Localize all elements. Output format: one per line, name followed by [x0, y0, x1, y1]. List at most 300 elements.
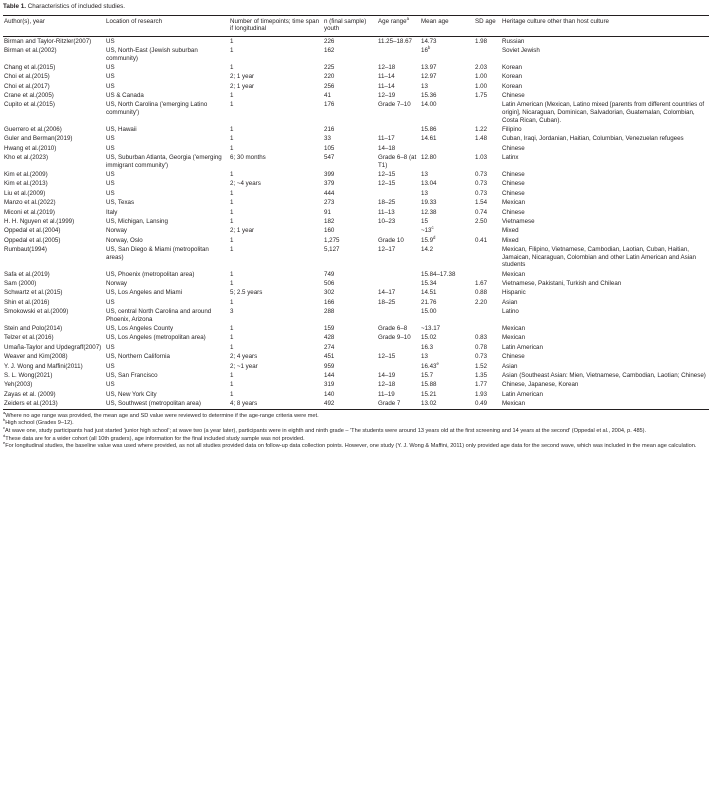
cell-n-text: 220 — [324, 73, 335, 81]
cell-location-text: US — [106, 63, 115, 71]
cell-mean-age-text: 13 — [421, 189, 428, 197]
cell-author-text: Kim et al.(2009) — [4, 171, 48, 179]
cell-location-text: US, Southwest (metropolitan area) — [106, 400, 201, 408]
cell-n-text: 274 — [324, 343, 335, 351]
table-row — [3, 226, 709, 235]
cell-location-text: US, Phoenix (metropolitan area) — [106, 270, 195, 278]
cell-age-range-text: 12–18 — [378, 63, 396, 71]
cell-mean-age — [420, 82, 474, 91]
cell-sd-age-text: 1.52 — [475, 362, 488, 370]
cell-sd-age — [474, 390, 501, 399]
cell-age-range-text: 11–13 — [378, 208, 395, 216]
cell-timepoints-text: 1 — [230, 125, 234, 133]
cell-author — [3, 82, 105, 91]
cell-sd-age — [474, 236, 501, 245]
cell-age-range-text: 12–19 — [378, 92, 396, 100]
footnote-mark: a — [3, 409, 6, 415]
cell-location — [105, 82, 229, 91]
cell-heritage-culture-text: Mexican, Filipino, Vietnamese, Cambodian, Laotian, Cuban, Haitian, Jamaican, Nicaraguan, Colombian and other Latin American and Asian students — [502, 246, 696, 269]
cell-timepoints-text: 1 — [230, 381, 234, 389]
cell-timepoints-text: 1 — [230, 46, 234, 54]
cell-age-range — [377, 334, 420, 343]
cell-timepoints — [229, 334, 323, 343]
cell-timepoints — [229, 63, 323, 72]
cell-timepoints-text: 2; ~4 years — [230, 180, 261, 188]
cell-heritage-culture-text: Chinese — [502, 180, 525, 188]
cell-age-range-text: 14–18 — [378, 144, 396, 152]
cell-sd-age — [474, 180, 501, 189]
cell-heritage-culture — [501, 72, 709, 81]
header-age-range — [377, 16, 420, 37]
cell-mean-age — [420, 63, 474, 72]
cell-age-range — [377, 82, 420, 91]
cell-n-text: 288 — [324, 308, 335, 316]
cell-sd-age — [474, 91, 501, 100]
cell-mean-age — [420, 198, 474, 207]
cell-heritage-culture — [501, 170, 709, 179]
cell-sd-age-text: 0.73 — [475, 180, 488, 188]
header-label: Author(s), year — [4, 17, 45, 25]
cell-age-range — [377, 134, 420, 143]
table-row — [3, 36, 709, 46]
cell-sd-age — [474, 170, 501, 179]
cell-mean-age-text: 14.2 — [421, 246, 434, 254]
cell-timepoints — [229, 298, 323, 307]
cell-sd-age-text: 0.73 — [475, 353, 488, 361]
table-row — [3, 180, 709, 189]
cell-mean-age-text: 15.21 — [421, 390, 437, 398]
cell-author — [3, 170, 105, 179]
cell-age-range — [377, 217, 420, 226]
cell-heritage-culture-text: Asian — [502, 298, 518, 306]
cell-heritage-culture-text: Korean — [502, 73, 522, 81]
cell-mean-age — [420, 72, 474, 81]
cell-n — [323, 245, 377, 270]
cell-author-text: H. H. Nguyen et al.(1999) — [4, 217, 75, 225]
cell-mean-age-text: 14.61 — [421, 135, 437, 143]
cell-author — [3, 245, 105, 270]
table-row — [3, 208, 709, 217]
cell-sd-age-text: 1.98 — [475, 37, 488, 45]
cell-n-text: 444 — [324, 189, 335, 197]
cell-author — [3, 189, 105, 198]
cell-location — [105, 226, 229, 235]
cell-age-range — [377, 153, 420, 170]
cell-mean-age — [420, 134, 474, 143]
cell-author — [3, 298, 105, 307]
cell-heritage-culture-text: Asian — [502, 362, 518, 370]
table-row — [3, 101, 709, 126]
cell-author-text: Weaver and Kim(2008) — [4, 353, 68, 361]
cell-mean-age-text: 15.9 — [421, 236, 434, 244]
cell-heritage-culture-text: Mexican — [502, 199, 526, 207]
cell-heritage-culture — [501, 101, 709, 126]
cell-location — [105, 245, 229, 270]
cell-author — [3, 208, 105, 217]
cell-timepoints-text: 2; 1 year — [230, 82, 255, 90]
table-label: Table 1. — [3, 3, 26, 10]
cell-location — [105, 125, 229, 134]
cell-timepoints-text: 1 — [230, 390, 234, 398]
cell-mean-age — [420, 270, 474, 279]
table-row — [3, 134, 709, 143]
cell-author-text: Cupito et al.(2015) — [4, 101, 55, 109]
cell-author-text: S. L. Wong(2021) — [4, 371, 53, 379]
cell-timepoints-text: 1 — [230, 144, 234, 152]
cell-age-range — [377, 324, 420, 333]
cell-timepoints — [229, 217, 323, 226]
cell-heritage-culture — [501, 307, 709, 324]
cell-timepoints-text: 1 — [230, 37, 234, 45]
cell-heritage-culture-text: Latino — [502, 308, 519, 316]
cell-sd-age-text: 0.41 — [475, 236, 488, 244]
cell-heritage-culture-text: Latinx — [502, 154, 519, 162]
cell-n-text: 451 — [324, 353, 335, 361]
cell-timepoints-text: 2; 1 year — [230, 227, 255, 235]
cell-sd-age — [474, 153, 501, 170]
cell-sd-age-text: 0.73 — [475, 189, 488, 197]
cell-n — [323, 36, 377, 46]
table-row — [3, 334, 709, 343]
cell-mean-age — [420, 226, 474, 235]
header-label: SD age — [475, 17, 496, 25]
cell-timepoints-text: 1 — [230, 63, 234, 71]
cell-timepoints — [229, 270, 323, 279]
cell-timepoints — [229, 279, 323, 288]
table-row — [3, 371, 709, 380]
cell-age-range — [377, 189, 420, 198]
cell-heritage-culture — [501, 236, 709, 245]
cell-timepoints — [229, 399, 323, 409]
cell-author-text: Manzo et al.(2022) — [4, 199, 56, 207]
cell-location — [105, 270, 229, 279]
cell-timepoints — [229, 245, 323, 270]
cell-sd-age — [474, 270, 501, 279]
cell-mean-age — [420, 46, 474, 63]
cell-heritage-culture — [501, 279, 709, 288]
table-row — [3, 343, 709, 352]
table-row — [3, 82, 709, 91]
cell-mean-age-text: 13 — [421, 353, 428, 361]
cell-location-text: US, central North Carolina and around Phoenix, Arizona — [106, 308, 212, 323]
cell-n — [323, 198, 377, 207]
cell-author — [3, 226, 105, 235]
cell-age-range-text: 11–14 — [378, 82, 395, 90]
cell-mean-age-text: 12.97 — [421, 73, 437, 81]
footnote-e — [3, 440, 709, 450]
table-row — [3, 390, 709, 399]
table-row — [3, 380, 709, 389]
cell-mean-age-text: 15.88 — [421, 381, 437, 389]
footnote-text: These data are for a wider cohort (all 10th graders), age information for the final included study sample was not provided. — [5, 435, 305, 442]
cell-timepoints — [229, 236, 323, 245]
cell-heritage-culture-text: Latin American — [502, 390, 543, 398]
cell-n — [323, 72, 377, 81]
cell-author-text: Miconi et al.(2019) — [4, 208, 55, 216]
cell-age-range — [377, 101, 420, 126]
cell-heritage-culture-text: Chinese — [502, 171, 525, 179]
cell-sd-age-text: 1.00 — [475, 82, 488, 90]
cell-heritage-culture-text: Mixed — [502, 227, 519, 235]
cell-mean-age-text: 16.3 — [421, 343, 434, 351]
cell-location-text: US, Los Angeles (metropolitan area) — [106, 334, 206, 342]
cell-mean-age — [420, 245, 474, 270]
cell-heritage-culture-text: Mexican — [502, 334, 526, 342]
cell-age-range-text: Grade 7–10 — [378, 101, 411, 109]
cell-mean-age-text: 19.33 — [421, 199, 437, 207]
cell-sd-age — [474, 63, 501, 72]
cell-heritage-culture-text: Korean — [502, 82, 522, 90]
cell-timepoints-text: 3 — [230, 308, 234, 316]
cell-sd-age-text: 1.35 — [475, 371, 488, 379]
cell-n — [323, 153, 377, 170]
cell-mean-age-text: 21.76 — [421, 298, 437, 306]
cell-location-text: US — [106, 189, 115, 197]
cell-heritage-culture — [501, 208, 709, 217]
cell-location — [105, 189, 229, 198]
cell-timepoints — [229, 362, 323, 371]
cell-heritage-culture — [501, 334, 709, 343]
cell-heritage-culture-text: Mexican — [502, 270, 526, 278]
cell-mean-age-text: 13.97 — [421, 63, 437, 71]
cell-n-text: 492 — [324, 400, 335, 408]
cell-age-range — [377, 390, 420, 399]
footnote-mark: d — [433, 234, 436, 240]
cell-n-text: 273 — [324, 199, 335, 207]
cell-mean-age — [420, 180, 474, 189]
header-n — [323, 16, 377, 37]
table-header-row — [3, 16, 709, 37]
cell-heritage-culture — [501, 125, 709, 134]
cell-sd-age — [474, 380, 501, 389]
cell-timepoints — [229, 324, 323, 333]
cell-heritage-culture — [501, 289, 709, 298]
cell-location-text: US — [106, 343, 115, 351]
cell-age-range-text: Grade 10 — [378, 236, 404, 244]
cell-heritage-culture — [501, 343, 709, 352]
cell-location — [105, 91, 229, 100]
cell-author-text: Schwartz et al.(2015) — [4, 289, 63, 297]
cell-sd-age-text: 1.67 — [475, 280, 488, 288]
cell-n-text: 182 — [324, 217, 335, 225]
cell-heritage-culture — [501, 270, 709, 279]
cell-location — [105, 36, 229, 46]
cell-age-range-text: 14–19 — [378, 371, 396, 379]
cell-age-range — [377, 236, 420, 245]
cell-location-text: US, Los Angeles and Miami — [106, 289, 183, 297]
cell-author — [3, 343, 105, 352]
table-row — [3, 91, 709, 100]
cell-timepoints-text: 1 — [230, 270, 234, 278]
footnote-text: High school (Grades 9–12). — [5, 420, 74, 427]
cell-timepoints — [229, 189, 323, 198]
cell-location-text: US, Suburban Atlanta, Georgia ('emerging immigrant community') — [106, 154, 222, 169]
header-mean-age — [420, 16, 474, 37]
cell-mean-age-text: 14.73 — [421, 37, 437, 45]
cell-mean-age-text: 14.51 — [421, 289, 437, 297]
cell-n-text: 959 — [324, 362, 335, 370]
cell-n-text: 41 — [324, 92, 331, 100]
footnote-text: For longitudinal studies, the baseline value was used where provided, as not all studies provided data on follow-up data collection points. However, one study (Y. J. Wong & Maffini, 2011) only provided age data for the second wave, which was included in the mean age calculation. — [5, 443, 697, 450]
cell-heritage-culture — [501, 390, 709, 399]
cell-n — [323, 217, 377, 226]
cell-heritage-culture-text: Cuban, Iraqi, Jordanian, Haitian, Columbian, Venezuelan refugees — [502, 135, 684, 143]
cell-mean-age-text: 15.86 — [421, 125, 437, 133]
cell-mean-age-text: 14.00 — [421, 101, 437, 109]
cell-age-range-text: 12–15 — [378, 180, 396, 188]
cell-author-text: Smokowski et al.(2009) — [4, 308, 69, 316]
cell-sd-age — [474, 289, 501, 298]
cell-n — [323, 101, 377, 126]
cell-mean-age — [420, 352, 474, 361]
cell-location-text: Norway — [106, 280, 127, 288]
cell-mean-age-text: 16.43 — [421, 362, 437, 370]
cell-sd-age-text: 1.00 — [475, 73, 488, 81]
cell-n — [323, 298, 377, 307]
cell-timepoints-text: 1 — [230, 101, 234, 109]
cell-author-text: Chang et al.(2015) — [4, 63, 56, 71]
cell-timepoints-text: 1 — [230, 208, 234, 216]
header-timepoints — [229, 16, 323, 37]
cell-mean-age — [420, 91, 474, 100]
cell-location — [105, 307, 229, 324]
header-label: Location of research — [106, 17, 163, 25]
cell-age-range — [377, 226, 420, 235]
cell-timepoints-text: 1 — [230, 325, 234, 333]
header-label: n (final sample) youth — [324, 17, 367, 33]
cell-sd-age — [474, 307, 501, 324]
cell-timepoints — [229, 82, 323, 91]
cell-sd-age — [474, 125, 501, 134]
cell-n — [323, 343, 377, 352]
cell-sd-age-text: 1.03 — [475, 154, 488, 162]
cell-author-text: Telzer et al.(2016) — [4, 334, 54, 342]
cell-sd-age-text: 2.50 — [475, 217, 488, 225]
cell-author-text: Kho et al.(2023) — [4, 154, 49, 162]
cell-location-text: US, Los Angeles County — [106, 325, 174, 333]
cell-location — [105, 180, 229, 189]
cell-timepoints-text: 5; 2.5 years — [230, 289, 263, 297]
cell-location-text: US — [106, 362, 115, 370]
cell-author — [3, 334, 105, 343]
cell-timepoints — [229, 343, 323, 352]
cell-sd-age — [474, 72, 501, 81]
table-row — [3, 362, 709, 371]
cell-author — [3, 270, 105, 279]
cell-n — [323, 91, 377, 100]
header-label: Mean age — [421, 17, 449, 25]
cell-sd-age — [474, 352, 501, 361]
cell-timepoints-text: 1 — [230, 246, 234, 254]
cell-author-text: Stein and Polo(2014) — [4, 325, 63, 333]
cell-n — [323, 82, 377, 91]
cell-author — [3, 180, 105, 189]
cell-n-text: 379 — [324, 180, 335, 188]
cell-n-text: 91 — [324, 208, 331, 216]
cell-n-text: 225 — [324, 63, 335, 71]
cell-author-text: Safa et al.(2019) — [4, 270, 50, 278]
cell-sd-age — [474, 298, 501, 307]
footnote-mark: b — [3, 417, 6, 423]
cell-location-text: Norway — [106, 227, 127, 235]
cell-heritage-culture-text: Chinese, Japanese, Korean — [502, 381, 579, 389]
cell-heritage-culture — [501, 226, 709, 235]
cell-heritage-culture-text: Russian — [502, 37, 525, 45]
cell-location — [105, 236, 229, 245]
cell-n — [323, 170, 377, 179]
table-row — [3, 324, 709, 333]
cell-mean-age-text: 15.36 — [421, 92, 437, 100]
cell-location — [105, 371, 229, 380]
cell-location — [105, 63, 229, 72]
cell-heritage-culture — [501, 371, 709, 380]
cell-heritage-culture-text: Chinese — [502, 92, 525, 100]
cell-mean-age-text: ~13 — [421, 227, 432, 235]
footnote-mark: d — [3, 432, 6, 438]
table-row — [3, 189, 709, 198]
cell-author — [3, 399, 105, 409]
table-row — [3, 125, 709, 134]
cell-location — [105, 101, 229, 126]
table-row — [3, 63, 709, 72]
cell-timepoints-text: 4; 8 years — [230, 400, 258, 408]
cell-heritage-culture — [501, 153, 709, 170]
cell-author-text: Liu et al.(2009) — [4, 189, 46, 197]
cell-n — [323, 307, 377, 324]
cell-heritage-culture — [501, 298, 709, 307]
cell-location — [105, 399, 229, 409]
cell-age-range — [377, 91, 420, 100]
cell-n — [323, 371, 377, 380]
cell-age-range — [377, 180, 420, 189]
cell-location-text: US, San Francisco — [106, 371, 158, 379]
cell-timepoints — [229, 180, 323, 189]
cell-sd-age — [474, 134, 501, 143]
cell-location-text: US, Michigan, Lansing — [106, 217, 168, 225]
cell-heritage-culture — [501, 362, 709, 371]
cell-age-range — [377, 270, 420, 279]
cell-author-text: Sam (2000) — [4, 280, 37, 288]
header-sd-age — [474, 16, 501, 37]
cell-n — [323, 390, 377, 399]
cell-n-text: 226 — [324, 37, 335, 45]
cell-n-text: 162 — [324, 46, 335, 54]
cell-heritage-culture-text: Filipino — [502, 125, 522, 133]
cell-heritage-culture — [501, 189, 709, 198]
table-row — [3, 217, 709, 226]
cell-mean-age-text: 15.7 — [421, 371, 434, 379]
footnote-text: At wave one, study participants had just started 'junior high school'; at wave two (a year later), participants were in eighth and ninth grade – 'The students were around 13 years old at the first screening and 14 years at the second' (Oppedal et al., 2004, p. 485). — [5, 427, 647, 434]
cell-heritage-culture-text: Asian (Southeast Asian: Mien, Vietnamese, Cambodian, Laotian; Chinese) — [502, 371, 706, 379]
cell-author-text: Zayas et al. (2009) — [4, 390, 56, 398]
cell-mean-age — [420, 236, 474, 245]
cell-location — [105, 134, 229, 143]
cell-sd-age-text: 0.88 — [475, 289, 488, 297]
cell-timepoints — [229, 153, 323, 170]
cell-n — [323, 362, 377, 371]
cell-sd-age — [474, 343, 501, 352]
cell-age-range — [377, 343, 420, 352]
cell-n-text: 302 — [324, 289, 335, 297]
cell-n-text: 144 — [324, 371, 335, 379]
footnote-mark: b — [427, 44, 431, 50]
cell-heritage-culture-text: Mexican — [502, 400, 526, 408]
cell-heritage-culture — [501, 91, 709, 100]
cell-mean-age-text: 15.34 — [421, 280, 437, 288]
cell-mean-age — [420, 289, 474, 298]
footnote-mark: c — [431, 225, 434, 231]
cell-n-text: 216 — [324, 125, 335, 133]
